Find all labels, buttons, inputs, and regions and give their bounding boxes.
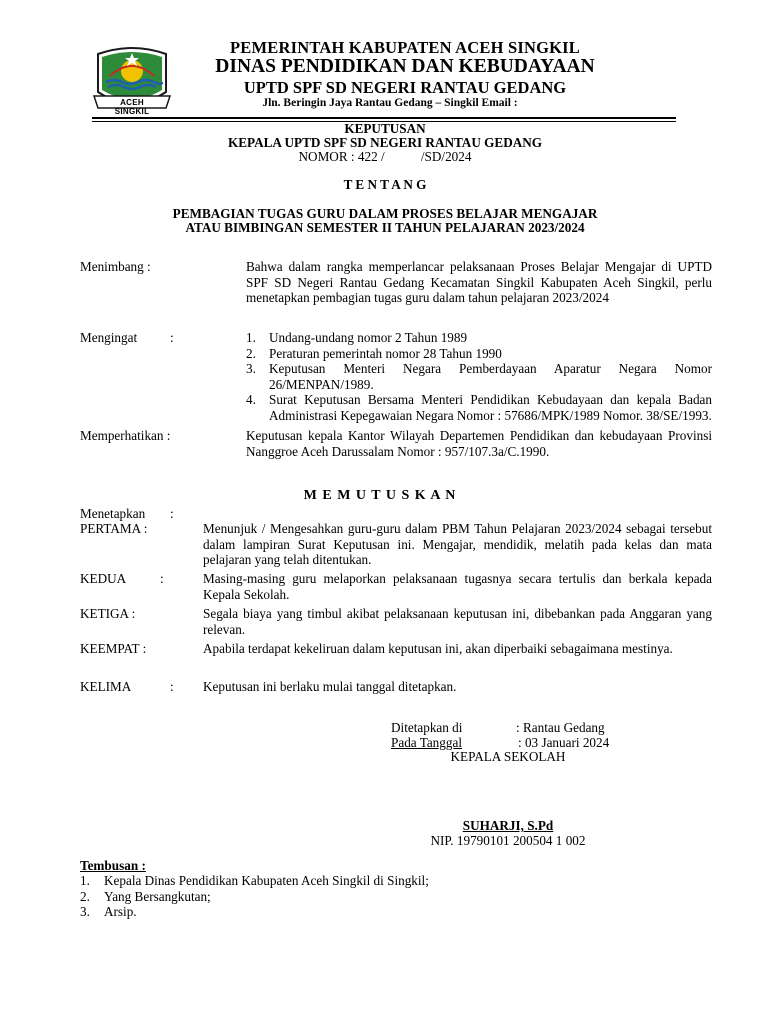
logo-caption: ACEH SINGKIL [114, 98, 150, 116]
list-item: 1. Kepala Dinas Pendidikan Kabupaten Aceh Singkil di Singkil; [80, 873, 429, 888]
title-subject-line-1: PEMBAGIAN TUGAS GURU DALAM PROSES BELAJAR MENGAJAR [172, 206, 598, 221]
tanggal-label: Pada Tanggal [391, 735, 462, 750]
aceh-singkil-logo [92, 44, 172, 114]
menimbang-text: Bahwa dalam rangka memperlancar pelaksanaan Proses Belajar Mengajar di UPTD SPF SD Negeri Rantau Gedang Kecamatan Singkil Kabupaten Aceh Singkil, perlu menetapkan pembagian tugas guru dalam tahun pelajaran 2023/2024 [246, 259, 712, 305]
menetapkan-label: Menetapkan [80, 506, 146, 521]
mengingat-list [246, 330, 712, 423]
list-item: 3. Arsip. [80, 904, 137, 919]
tanggal-value: : 03 Januari 2024 [518, 735, 610, 750]
mengingat-colon: : [170, 330, 174, 345]
title-keputusan: KEPUTUSAN [344, 121, 426, 136]
header-line-1: PEMERINTAH KABUPATEN ACEH SINGKIL [230, 38, 580, 57]
mengingat-label: Mengingat [80, 330, 138, 345]
decision-label-kelima: KELIMA [80, 679, 132, 694]
menetapkan-colon: : [170, 506, 174, 521]
header-address: Jln. Beringin Jaya Rantau Gedang – Singkil Email : [262, 97, 518, 109]
list-item: 1. Undang-undang nomor 2 Tahun 1989 [246, 330, 468, 345]
tembusan-title: Tembusan : [80, 858, 146, 873]
decision-text-kelima: Keputusan ini berlaku mulai tanggal ditetapkan. [203, 679, 457, 694]
signature-nip: NIP. 19790101 200504 1 002 [430, 833, 586, 848]
tembusan-list [80, 873, 580, 920]
decision-text-kedua: Masing-masing guru melaporkan pelaksanaan tugasnya secara tertulis dan berkala kepada Kepala Sekolah. [203, 571, 712, 602]
title-tentang: T E N T A N G [343, 177, 427, 192]
decision-text-ketiga: Segala biaya yang timbul akibat pelaksanaan keputusan ini, dibebankan pada Anggaran yang relevan. [203, 606, 712, 637]
list-item: 3. Keputusan Menteri Negara Pemberdayaan Aparatur Negara Nomor 26/MENPAN/1989. [246, 361, 712, 392]
title-subject-line-2: ATAU BIMBINGAN SEMESTER II TAHUN PELAJARAN 2023/2024 [185, 220, 585, 235]
header-line-3: UPTD SPF SD NEGERI RANTAU GEDANG [243, 78, 567, 97]
memperhatikan-label: Memperhatikan : [80, 428, 171, 443]
decision-label-keempat: KEEMPAT : [80, 641, 147, 656]
title-nomor: NOMOR : 422 / /SD/2024 [298, 149, 472, 164]
list-item: 4. Surat Keputusan Bersama Menteri Pendidikan Kebudayaan dan kepala Badan Administrasi Kepegawaian Negara Nomor : 57686/MPK/1989 Nomor. 38/SE/1993. [246, 392, 712, 423]
signature-position: KEPALA SEKOLAH [450, 749, 566, 764]
signature-name: SUHARJI, S.Pd [462, 818, 554, 833]
header-divider-thick [92, 117, 676, 119]
decision-text-keempat: Apabila terdapat kekeliruan dalam keputusan ini, akan diperbaiki sebagaimana mestinya. [203, 641, 673, 656]
list-item: 2. Peraturan pemerintah nomor 28 Tahun 1990 [246, 345, 502, 361]
list-item: 2. Yang Bersangkutan; [80, 888, 211, 904]
title-kepala: KEPALA UPTD SPF SD NEGERI RANTAU GEDANG [227, 135, 543, 150]
decision-label-pertama: PERTAMA : [80, 521, 148, 536]
memperhatikan-text: Keputusan kepala Kantor Wilayah Departemen Pendidikan dan kebudayaan Provinsi Nanggroe Aceh Darussalam Nomor : 957/107.3a/C.1990. [246, 428, 712, 459]
ditetapkan-label: Ditetapkan di [391, 720, 463, 735]
header-line-2: DINAS PENDIDIKAN DAN KEBUDAYAAN [215, 56, 595, 77]
menimbang-label: Menimbang : [80, 259, 151, 274]
ditetapkan-value: : Rantau Gedang [516, 720, 605, 735]
decision-text-pertama: Menunjuk / Mengesahkan guru-guru dalam PBM Tahun Pelajaran 2023/2024 sebagai tersebut dalam lampiran Surat Keputusan ini. Mengajar, mendidik, melatih pada kelas dan mata pelajaran yang telah ditentukan. [203, 521, 712, 567]
decision-label-ketiga: KETIGA : [80, 606, 136, 621]
memutuskan-heading: M E M U T U S K A N [303, 488, 457, 503]
decision-colon-kedua: : [160, 571, 164, 586]
decision-label-kedua: KEDUA [80, 571, 127, 586]
decision-colon-kelima: : [170, 679, 174, 694]
